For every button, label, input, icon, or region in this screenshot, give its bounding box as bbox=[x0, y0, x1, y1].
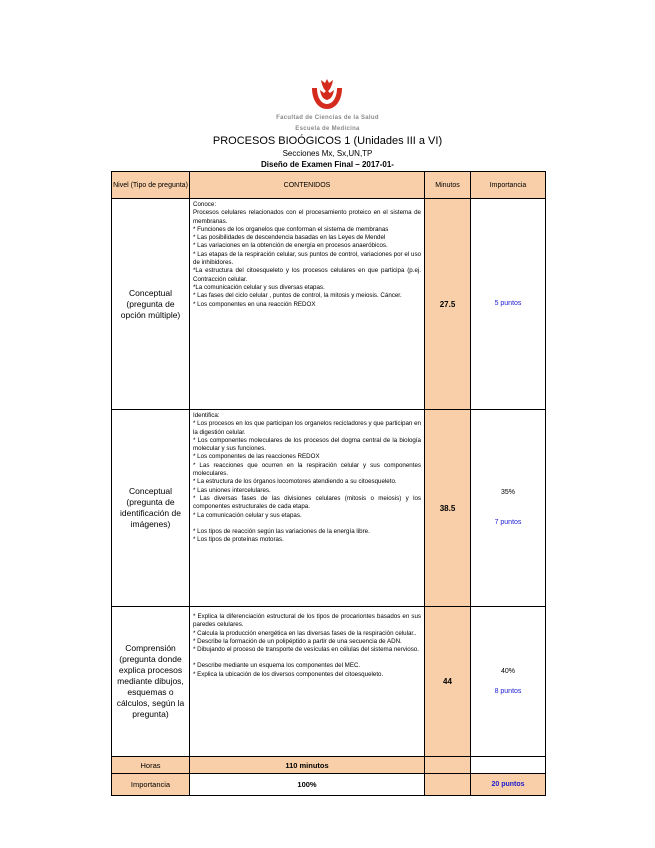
content-line: * Las diversas fases de las divisiones celulares (mitosis o meiosis) y los componentes estructurales de cada etapa. bbox=[193, 494, 421, 511]
header-importancia: Importancia bbox=[471, 172, 546, 199]
importancia-label: Importancia bbox=[112, 774, 190, 796]
horas-label: Horas bbox=[112, 757, 190, 774]
content-line: Identifica: bbox=[193, 412, 220, 419]
importancia-cell bbox=[471, 199, 546, 410]
content-line: * Las uniones intercelulares. bbox=[193, 486, 271, 494]
puntos-value: 8 puntos bbox=[494, 687, 522, 695]
document-title: PROCESOS BIOÓGICOS 1 (Unidades III a VI) bbox=[212, 135, 443, 147]
table-row bbox=[112, 199, 546, 410]
content-line: * Las fases del ciclo celular , puntos de control, la mitosis y meiosis. Cáncer. bbox=[193, 292, 402, 300]
content-line: * Las posibilidades de descendencia basadas en las Leyes de Mendel bbox=[193, 234, 386, 242]
content-line: *La estructura del citoesqueleto y los procesos celulares en que participa (p.ej. Contracción celular. bbox=[193, 267, 421, 283]
puntos-value: 7 puntos bbox=[494, 519, 522, 526]
exam-design-table bbox=[111, 171, 546, 796]
table-header-row bbox=[112, 172, 546, 199]
puntos-value: 5 puntos bbox=[494, 300, 522, 307]
content-line: * Los procesos en los que participan los organelos recicladores y que participan en la digestión celular. bbox=[193, 420, 421, 436]
content-line: Conoce: bbox=[193, 201, 217, 208]
importancia-cell bbox=[471, 410, 546, 607]
exam-design-line: Diseño de Examen Final – 2017-01- bbox=[261, 160, 394, 169]
minutos-cell: 27.5 bbox=[425, 199, 471, 410]
importancia-total-value: 100% bbox=[190, 774, 425, 796]
horas-row bbox=[112, 757, 546, 774]
faculty-name: Facultad de Ciencias de la Salud bbox=[276, 115, 379, 121]
content-line: * La estructura de los órganos locomotores atendiendo a su citoesqueleto. bbox=[193, 478, 397, 486]
contenidos-cell bbox=[190, 607, 425, 757]
empty-cell bbox=[425, 757, 471, 774]
sections-line: Secciones Mx, Sx,UN,TP bbox=[282, 149, 373, 158]
percentage-value: 35% bbox=[500, 489, 515, 496]
content-line: * Describe mediante un esquema los componentes del MEC. bbox=[193, 662, 361, 670]
importancia-total-row bbox=[112, 774, 546, 796]
content-line: * Los tipos de proteínas motoras. bbox=[193, 536, 284, 544]
header-nivel: Nivel (Tipo de pregunta) bbox=[112, 172, 190, 199]
content-line: * La comunicación celular y sus etapas. bbox=[193, 511, 302, 519]
spacer bbox=[193, 654, 421, 662]
content-line: *La comunicación celular y sus diversas etapas. bbox=[193, 283, 325, 291]
content-line: * Las variaciones en la obtención de energía en procesos anaeróbicos. bbox=[193, 242, 388, 250]
content-line: * Las reacciones que ocurren en la respiración celular y sus componentes moleculares. bbox=[193, 461, 421, 478]
content-line: * Los componentes de las reacciones REDOX bbox=[193, 453, 320, 461]
content-line: * Los tipos de reacción según las variaciones de la energía libre. bbox=[193, 527, 370, 535]
spacer bbox=[193, 520, 421, 528]
content-line: * Describe la formación de un polipéptido a partir de una secuencia de ADN. bbox=[193, 637, 402, 645]
content-line: * Dibujando el proceso de transporte de vesículas en células del sistema nervioso. bbox=[193, 646, 419, 654]
contenidos-cell bbox=[190, 410, 425, 607]
content-line: * Funciones de los organelos que conforman el sistema de membranas bbox=[193, 225, 389, 233]
university-logo-icon bbox=[309, 78, 345, 112]
table-row bbox=[112, 607, 546, 757]
header-contenidos: CONTENIDOS bbox=[190, 172, 425, 199]
school-name: Escuela de Medicina bbox=[295, 126, 360, 132]
content-line: * Las etapas de la respiración celular, sus puntos de control, variaciones por el uso de inhibidores. bbox=[193, 250, 421, 267]
content-line: * Explica la diferenciación estructural de los tipos de procariontes basados en sus paredes celulares. bbox=[193, 613, 421, 629]
header-minutos: Minutos bbox=[425, 172, 471, 199]
contenidos-cell bbox=[190, 199, 425, 410]
minutos-cell: 44 bbox=[425, 607, 471, 757]
importancia-cell bbox=[471, 607, 546, 757]
content-line: * Explica la ubicación de los diversos componentes del citoesqueleto. bbox=[193, 670, 384, 678]
empty-cell bbox=[425, 774, 471, 796]
horas-value: 110 minutos bbox=[190, 757, 425, 774]
content-line: * Calcula la producción energética en las diversas fases de la respiración celular.. bbox=[193, 629, 417, 637]
content-line: * Los componentes moleculares de los procesos del dogma central de la biología molecular y sus funciones. bbox=[193, 436, 421, 453]
nivel-cell: Comprensión (pregunta donde explica procesos mediante dibujos, esquemas o cálculos, según la pregunta) bbox=[112, 607, 190, 757]
content-line: Procesos celulares relacionados con el procesamiento proteico en el sistema de membranas. bbox=[193, 209, 421, 225]
minutos-cell: 38.5 bbox=[425, 410, 471, 607]
percentage-value: 40% bbox=[500, 667, 515, 675]
nivel-cell: Conceptual (pregunta de identificación de imágenes) bbox=[112, 410, 190, 607]
content-line: * Los componentes en una reacción REDOX bbox=[193, 300, 316, 308]
nivel-cell: Conceptual (pregunta de opción múltiple) bbox=[112, 199, 190, 410]
table-row bbox=[112, 410, 546, 607]
empty-cell bbox=[471, 757, 546, 774]
puntos-total: 20 puntos bbox=[471, 774, 546, 796]
